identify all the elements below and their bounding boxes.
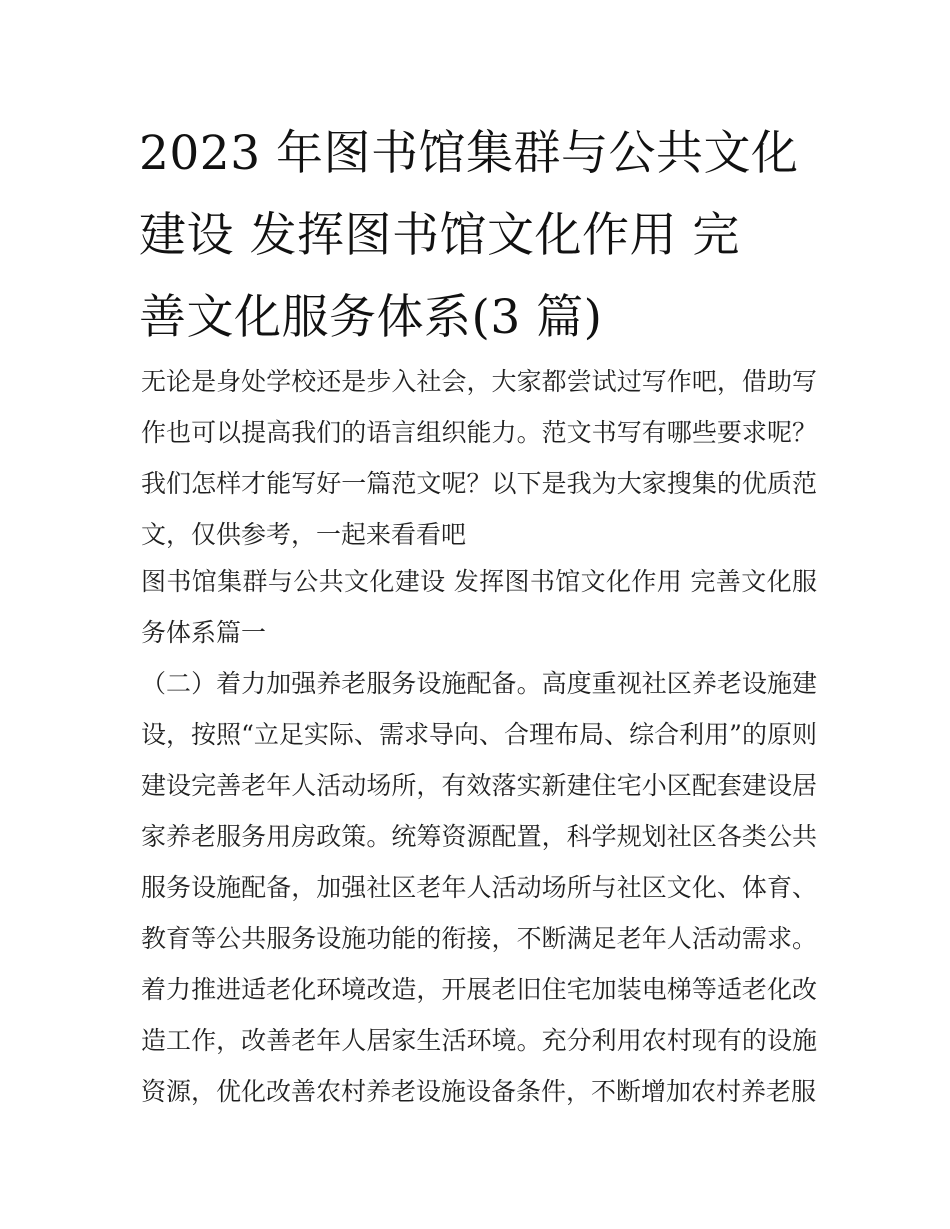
section-heading: 图书馆集群与公共文化建设 发挥图书馆文化作用 完善文化服务体系篇一 xyxy=(141,567,817,647)
document-title xyxy=(139,113,819,359)
title-line-2: 建设 发挥图书馆文化作用 完 xyxy=(139,208,740,263)
title-line-3: 善文化服务体系(3 篇) xyxy=(139,290,603,345)
section-body-paragraph: （二）着力加强养老服务设施配备。高度重视社区养老设施建设，按照“立足实际、需求导向、合理布局、综合利用”的原则建设完善老年人活动场所，有效落实新建住宅小区配套建设居家养老服务用房政策。统筹资源配置，科学规划社区各类公共服务设施配备，加强社区老年人活动场所与社区文化、体育、教育等公共服务设施功能的衔接，不断满足老年人活动需求。着力推进适老化环境改造，开展老旧住宅加装电梯等适老化改造工作，改善老年人居家生活环境。充分利用农村现有的设施资源，优化改善农村养老设施设备条件，不断增加农村养老服 xyxy=(141,669,817,1106)
title-line-1: 2023 年图书馆集群与公共文化 xyxy=(139,126,799,181)
intro-paragraph: 无论是身处学校还是步入社会，大家都尝试过写作吧，借助写作也可以提高我们的语言组织能力。范文书写有哪些要求呢？我们怎样才能写好一篇范文呢？以下是我为大家搜集的优质范文，仅供参考，一起来看看吧 xyxy=(141,367,817,549)
